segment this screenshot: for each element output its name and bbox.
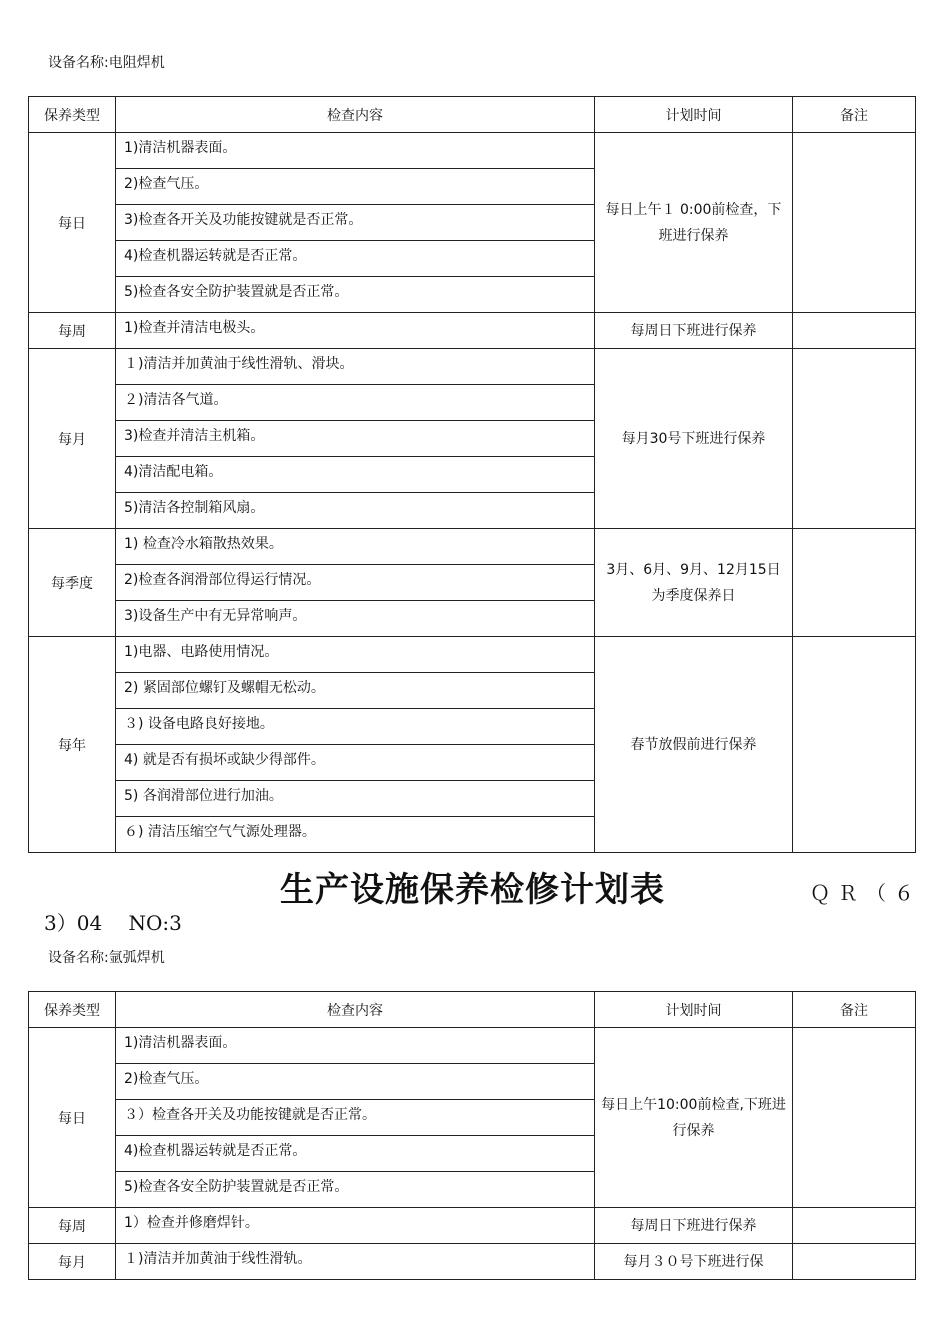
check-item: 1）检查并修磨焊针。 [116,1208,595,1244]
plan-daily: 每日上午10:00前检查,下班进行保养 [595,1028,793,1208]
header-remarks: 备注 [793,992,916,1028]
form-code-part2: 3）04 NO:3 [44,911,182,935]
check-item: １)清洁并加黄油于线性滑轨。 [116,1244,595,1280]
check-item: １)清洁并加黄油于线性滑轨、滑块。 [116,349,595,385]
check-item: ２)清洁各气道。 [116,385,595,421]
remarks-yearly [793,637,916,853]
equipment-name-label: 设备名称:电阻焊机 [48,55,165,71]
header-check-content: 检查内容 [116,992,595,1028]
remarks-daily [793,1028,916,1208]
check-item: 4)检查机器运转就是否正常。 [116,1136,595,1172]
check-item: 3)设备生产中有无异常响声。 [116,601,595,637]
header-plan-time: 计划时间 [595,992,793,1028]
plan-monthly: 每月30号下班进行保养 [595,349,793,529]
check-item: 1)检查并清洁电极头。 [116,313,595,349]
maintenance-table-1 [28,96,916,853]
check-item: 5)检查各安全防护装置就是否正常。 [116,1172,595,1208]
check-item: 4) 就是否有损坏或缺少得部件。 [116,745,595,781]
check-item: 5)检查各安全防护装置就是否正常。 [116,277,595,313]
type-yearly: 每年 [29,637,116,853]
header-check-content: 检查内容 [116,97,595,133]
check-item: 2)检查气压。 [116,1064,595,1100]
equipment-name-label: 设备名称:氩弧焊机 [48,950,165,966]
type-weekly: 每周 [29,1208,116,1244]
check-item: 1) 检查冷水箱散热效果。 [116,529,595,565]
remarks-daily [793,133,916,313]
type-monthly: 每月 [29,1244,116,1280]
check-item: ３）检查各开关及功能按键就是否正常。 [116,1100,595,1136]
check-item: ３) 设备电路良好接地。 [116,709,595,745]
remarks-monthly [793,349,916,529]
check-item: 1)清洁机器表面。 [116,1028,595,1064]
plan-daily: 每日上午１ 0:00前检查，下班进行保养 [595,133,793,313]
type-monthly: 每月 [29,349,116,529]
header-maintenance-type: 保养类型 [29,97,116,133]
check-item: 3)检查并清洁主机箱。 [116,421,595,457]
header-remarks: 备注 [793,97,916,133]
remarks-weekly [793,313,916,349]
check-item: 3)检查各开关及功能按键就是否正常。 [116,205,595,241]
type-daily: 每日 [29,133,116,313]
check-item: 1)电器、电路使用情况。 [116,637,595,673]
plan-yearly: 春节放假前进行保养 [595,637,793,853]
check-item: 5)清洁各控制箱风扇。 [116,493,595,529]
check-item: 2)检查各润滑部位得运行情况。 [116,565,595,601]
remarks-monthly [793,1244,916,1280]
maintenance-table-2 [28,991,916,1280]
header-plan-time: 计划时间 [595,97,793,133]
check-item: 4)清洁配电箱。 [116,457,595,493]
header-maintenance-type: 保养类型 [29,992,116,1028]
check-item: 4)检查机器运转就是否正常。 [116,241,595,277]
plan-monthly: 每月３０号下班进行保 [595,1244,793,1280]
form-code-part1: ＱＲ（６ [810,881,922,905]
check-item: 1)清洁机器表面。 [116,133,595,169]
check-item: ６) 清洁压缩空气气源处理器。 [116,817,595,853]
type-daily: 每日 [29,1028,116,1208]
remarks-weekly [793,1208,916,1244]
check-item: 2)检查气压。 [116,169,595,205]
plan-quarterly: 3月、6月、9月、12月15日为季度保养日 [595,529,793,637]
type-quarterly: 每季度 [29,529,116,637]
remarks-quarterly [793,529,916,637]
plan-weekly: 每周日下班进行保养 [595,1208,793,1244]
check-item: 2) 紧固部位螺钉及螺帽无松动。 [116,673,595,709]
plan-weekly: 每周日下班进行保养 [595,313,793,349]
check-item: 5) 各润滑部位进行加油。 [116,781,595,817]
type-weekly: 每周 [29,313,116,349]
document-title: 生产设施保养检修计划表 [280,870,665,910]
